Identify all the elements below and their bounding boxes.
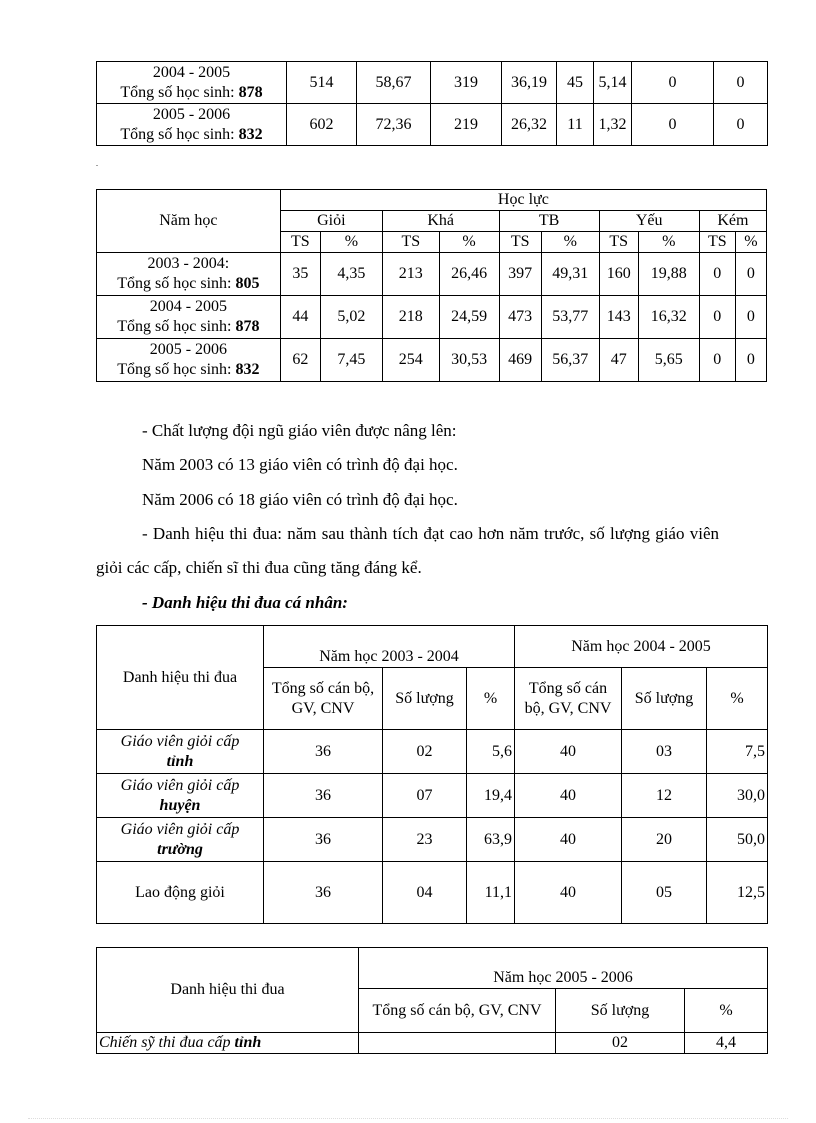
cell: 213 — [382, 253, 439, 296]
cell: 218 — [382, 296, 439, 339]
cell: 0 — [735, 296, 766, 339]
cell: 12,5 — [707, 862, 768, 924]
award-title-header: Danh hiệu thi đua — [97, 626, 264, 730]
cell: 0 — [699, 339, 735, 382]
total-staff-header: Tổng số cán bộ, GV, CNV — [515, 668, 622, 730]
section-heading: - Danh hiệu thi đua cá nhân: — [142, 593, 348, 612]
cell: 40 — [515, 774, 622, 818]
cell: 0 — [735, 253, 766, 296]
year-cell — [97, 253, 281, 296]
cell: 40 — [515, 730, 622, 774]
cell: 58,67 — [357, 62, 431, 104]
paragraph-emulation-line2: giỏi các cấp, chiến sĩ thi đua cũng tăng đáng kể. — [96, 558, 422, 577]
cell: 5,02 — [320, 296, 382, 339]
percent-header: % — [467, 668, 515, 730]
cell: 45 — [557, 62, 594, 104]
year-cell — [97, 104, 287, 146]
page-footer-divider — [28, 1118, 788, 1119]
year-label: 2005 - 2006 — [152, 105, 231, 123]
year-label: 2004 - 2005 — [152, 63, 231, 81]
paragraph-emulation-line1: - Danh hiệu thi đua: năm sau thành tích đạt cao hơn năm trước, số lượng giáo viên — [142, 524, 719, 543]
ts-header: TS — [280, 232, 320, 253]
cell: 56,37 — [541, 339, 599, 382]
year-label: 2005 - 2006 — [149, 341, 228, 358]
student-total: Tổng số học sinh: 878 — [120, 83, 263, 101]
cell: 7,45 — [320, 339, 382, 382]
cell: 26,32 — [502, 104, 557, 146]
cell: 26,46 — [439, 253, 499, 296]
cell: 53,77 — [541, 296, 599, 339]
award-label: Giáo viên giỏi cấp tỉnh — [97, 730, 264, 774]
cell: 514 — [287, 62, 357, 104]
cell: 23 — [383, 818, 467, 862]
percent-header: % — [541, 232, 599, 253]
cell: 7,5 — [707, 730, 768, 774]
cell: 143 — [599, 296, 638, 339]
category-header: TB — [499, 211, 599, 232]
year-2005-header: Năm học 2005 - 2006 — [359, 948, 768, 989]
year-cell — [97, 339, 281, 382]
cell: 12 — [622, 774, 707, 818]
cell: 0 — [714, 62, 768, 104]
cell: 47 — [599, 339, 638, 382]
cell: 0 — [735, 339, 766, 382]
cell: 0 — [699, 296, 735, 339]
stray-mark: . — [96, 159, 98, 168]
table-row — [97, 774, 768, 818]
table-row — [97, 253, 767, 296]
student-total: Tổng số học sinh: 832 — [117, 361, 260, 378]
table-row — [97, 862, 768, 924]
percent-header: % — [638, 232, 699, 253]
cell: 5,65 — [638, 339, 699, 382]
cell: 602 — [287, 104, 357, 146]
table-row — [97, 104, 768, 146]
student-total: Tổng số học sinh: 878 — [117, 318, 260, 335]
year-label: 2004 - 2005 — [149, 298, 228, 315]
cell: 30,53 — [439, 339, 499, 382]
cell: 0 — [699, 253, 735, 296]
category-header: Yếu — [599, 211, 699, 232]
cell: 11,1 — [467, 862, 515, 924]
cell: 5,6 — [467, 730, 515, 774]
ts-header: TS — [699, 232, 735, 253]
cell: 35 — [280, 253, 320, 296]
cell: 24,59 — [439, 296, 499, 339]
cell: 36 — [264, 730, 383, 774]
cell: 4,35 — [320, 253, 382, 296]
academic-group-header: Học lực — [280, 190, 766, 211]
table-row — [97, 339, 767, 382]
cell: 04 — [383, 862, 467, 924]
cell: 49,31 — [541, 253, 599, 296]
paragraph-2003: Năm 2003 có 13 giáo viên có trình độ đại học. — [142, 455, 458, 474]
table-row — [97, 296, 767, 339]
cell: 72,36 — [357, 104, 431, 146]
cell: 473 — [499, 296, 541, 339]
percent-header: % — [320, 232, 382, 253]
cell: 63,9 — [467, 818, 515, 862]
cell: 11 — [557, 104, 594, 146]
cell: 40 — [515, 862, 622, 924]
cell: 02 — [556, 1033, 685, 1054]
quantity-header: Số lượng — [622, 668, 707, 730]
cell: 19,88 — [638, 253, 699, 296]
table-row — [97, 1033, 768, 1054]
individual-awards-table — [96, 625, 768, 924]
award-label: Chiến sỹ thi đua cấp tỉnh — [97, 1033, 359, 1054]
percent-header: % — [439, 232, 499, 253]
year-2003-header: Năm học 2003 - 2004 — [264, 626, 515, 668]
ts-header: TS — [382, 232, 439, 253]
paragraph-teacher-quality: - Chất lượng đội ngũ giáo viên được nâng lên: — [142, 421, 457, 440]
award-label: Lao động giỏi — [97, 862, 264, 924]
cell: 397 — [499, 253, 541, 296]
ts-header: TS — [499, 232, 541, 253]
cell: 36,19 — [502, 62, 557, 104]
cell: 5,14 — [594, 62, 632, 104]
cell: 07 — [383, 774, 467, 818]
cell: 44 — [280, 296, 320, 339]
year-cell — [97, 62, 287, 104]
cell: 19,4 — [467, 774, 515, 818]
cell: 36 — [264, 818, 383, 862]
cell: 319 — [431, 62, 502, 104]
cell: 62 — [280, 339, 320, 382]
results-table-continued — [96, 61, 768, 146]
quantity-header: Số lượng — [383, 668, 467, 730]
table-row — [97, 62, 768, 104]
table-row — [97, 730, 768, 774]
year-label: 2003 - 2004: — [147, 255, 230, 272]
award-label: Giáo viên giỏi cấp trường — [97, 818, 264, 862]
cell: 05 — [622, 862, 707, 924]
percent-header: % — [685, 989, 768, 1033]
cell: 254 — [382, 339, 439, 382]
cell: 160 — [599, 253, 638, 296]
cell: 02 — [383, 730, 467, 774]
quantity-header: Số lượng — [556, 989, 685, 1033]
ts-header: TS — [599, 232, 638, 253]
cell: 4,4 — [685, 1033, 768, 1054]
award-label: Giáo viên giỏi cấp huyện — [97, 774, 264, 818]
year-cell — [97, 296, 281, 339]
cell: 1,32 — [594, 104, 632, 146]
cell: 20 — [622, 818, 707, 862]
percent-header: % — [707, 668, 768, 730]
year-header: Năm học — [97, 190, 281, 253]
percent-header: % — [735, 232, 766, 253]
cell: 0 — [714, 104, 768, 146]
cell: 36 — [264, 774, 383, 818]
cell: 16,32 — [638, 296, 699, 339]
total-staff-header: Tổng số cán bộ, GV, CNV — [264, 668, 383, 730]
cell: 30,0 — [707, 774, 768, 818]
total-staff-header: Tổng số cán bộ, GV, CNV — [359, 989, 556, 1033]
category-header: Khá — [382, 211, 499, 232]
category-header: Kém — [699, 211, 766, 232]
cell: 40 — [515, 818, 622, 862]
award-title-header: Danh hiệu thi đua — [97, 948, 359, 1033]
table-row — [97, 818, 768, 862]
year-2004-header: Năm học 2004 - 2005 — [515, 626, 768, 668]
paragraph-2006: Năm 2006 có 18 giáo viên có trình độ đại học. — [142, 490, 458, 509]
student-total: Tổng số học sinh: 805 — [117, 275, 260, 292]
cell: 50,0 — [707, 818, 768, 862]
cell: 0 — [632, 104, 714, 146]
cell: 219 — [431, 104, 502, 146]
cell: 469 — [499, 339, 541, 382]
cell: 0 — [632, 62, 714, 104]
cell: 03 — [622, 730, 707, 774]
category-header: Giỏi — [280, 211, 382, 232]
cell — [359, 1033, 556, 1054]
student-total: Tổng số học sinh: 832 — [120, 125, 263, 143]
cell: 36 — [264, 862, 383, 924]
academic-performance-table — [96, 189, 767, 382]
award-2005-table — [96, 947, 768, 1054]
